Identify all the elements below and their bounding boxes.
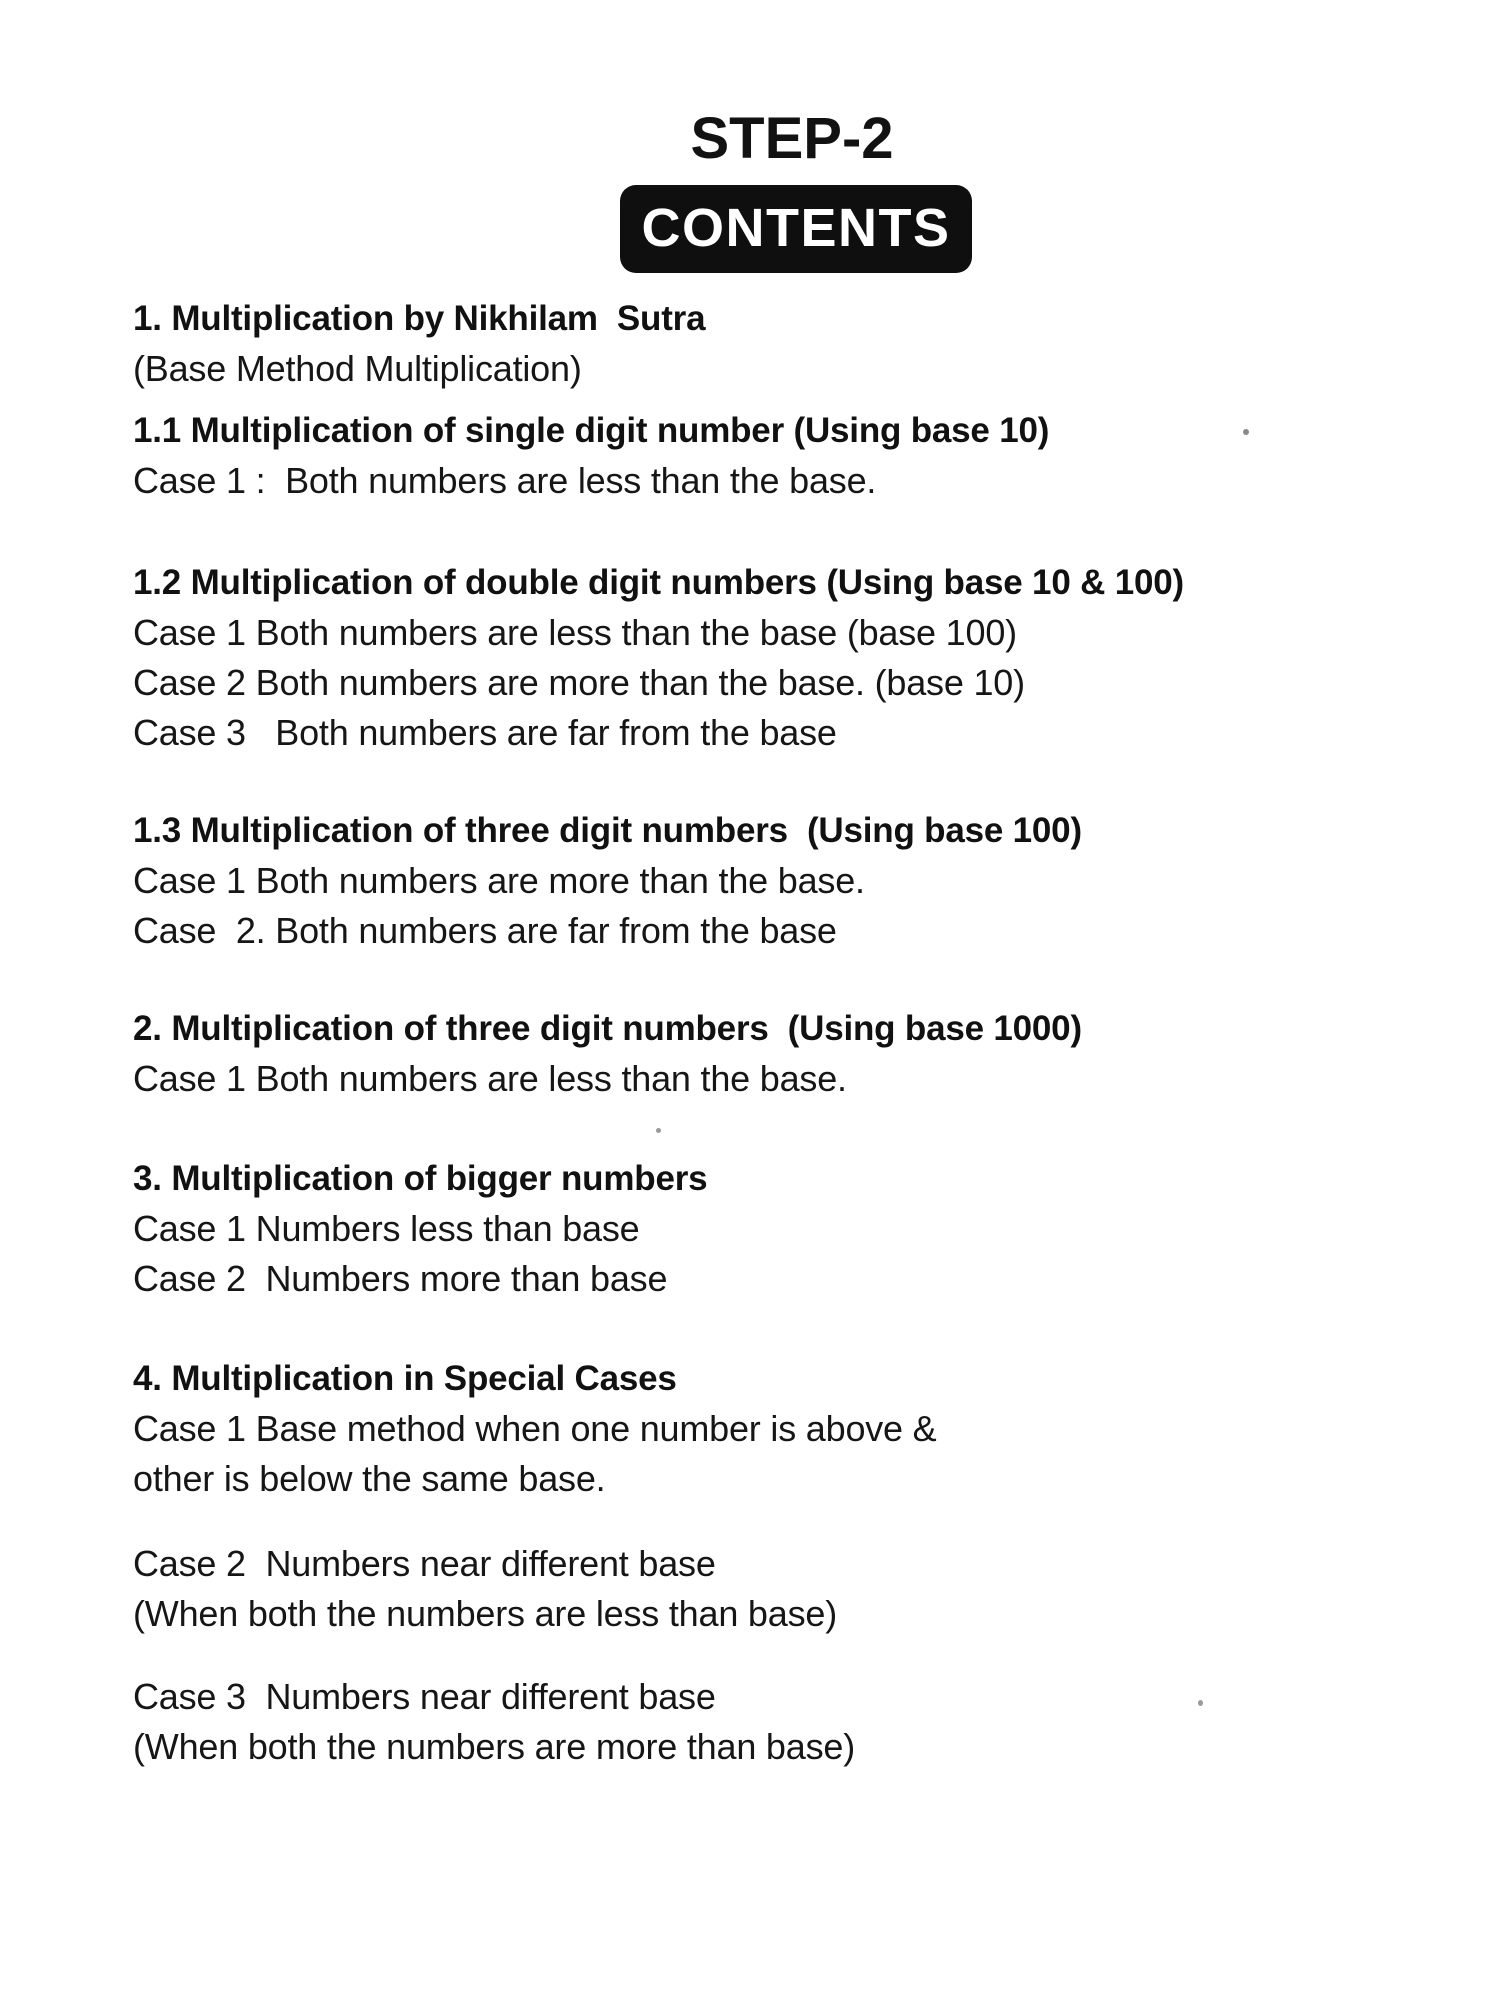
toc-line: (When both the numbers are less than base)	[133, 1593, 837, 1634]
section-heading: 1.2 Multiplication of double digit numbers (Using base 10 & 100)	[133, 563, 1184, 602]
toc-line: Case 1 : Both numbers are less than the base.	[133, 460, 877, 501]
contents-badge	[620, 185, 972, 273]
toc-line: Case 1 Base method when one number is above &	[133, 1408, 937, 1449]
toc-line: (When both the numbers are more than base)	[133, 1726, 855, 1767]
toc-line: Case 2. Both numbers are far from the base	[133, 910, 837, 951]
toc-group-3	[133, 1154, 1383, 1304]
toc-line: other is below the same base.	[133, 1458, 606, 1499]
toc-line: Case 3 Numbers near different base	[133, 1676, 716, 1717]
scan-speck	[1198, 1700, 1203, 1706]
toc-line: Case 1 Both numbers are less than the base (base 100)	[133, 612, 1017, 653]
toc-line: Case 1 Both numbers are less than the base.	[133, 1058, 847, 1099]
section-heading: 1. Multiplication by Nikhilam Sutra	[133, 299, 706, 338]
toc-group-4-case3	[133, 1672, 1383, 1772]
toc-line: Case 3 Both numbers are far from the base	[133, 712, 837, 753]
toc-group-4	[133, 1354, 1383, 1504]
toc-line: Case 1 Numbers less than base	[133, 1208, 640, 1249]
toc-line: Case 2 Both numbers are more than the base. (base 10)	[133, 662, 1025, 703]
section-heading: 2. Multiplication of three digit numbers (Using base 1000)	[133, 1009, 1082, 1048]
toc-line: Case 2 Numbers more than base	[133, 1258, 668, 1299]
toc-group-1	[133, 294, 1383, 394]
toc-group-1-3	[133, 806, 1383, 956]
toc-group-2	[133, 1004, 1383, 1104]
toc-line: (Base Method Multiplication)	[133, 348, 582, 389]
toc-line: Case 2 Numbers near different base	[133, 1543, 716, 1584]
toc-group-1-1	[133, 406, 1383, 506]
section-heading: 1.1 Multiplication of single digit number (Using base 10)	[133, 411, 1050, 450]
table-of-contents	[133, 294, 1383, 1772]
scan-speck	[1243, 429, 1249, 435]
section-heading: 3. Multiplication of bigger numbers	[133, 1159, 708, 1198]
toc-line: Case 1 Both numbers are more than the base.	[133, 860, 865, 901]
section-heading: 4. Multiplication in Special Cases	[133, 1359, 677, 1398]
toc-group-1-2	[133, 558, 1383, 758]
scan-speck	[656, 1128, 661, 1133]
contents-badge-label: CONTENTS	[641, 198, 951, 258]
page-title: STEP-2	[690, 106, 894, 171]
toc-group-4-case2	[133, 1539, 1383, 1639]
section-heading: 1.3 Multiplication of three digit numbers (Using base 100)	[133, 811, 1082, 850]
